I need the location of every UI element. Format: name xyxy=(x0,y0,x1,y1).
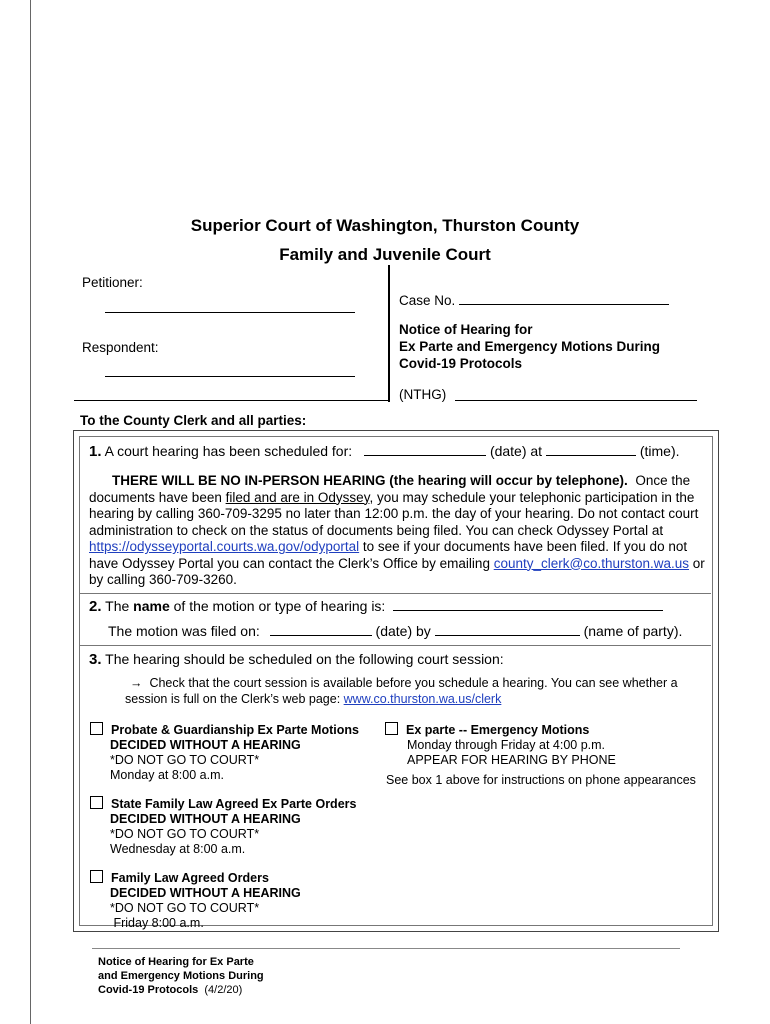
option-probate-title: Probate & Guardianship Ex Parte Motions xyxy=(111,723,359,737)
motion-name-line[interactable] xyxy=(393,598,663,611)
date-at-label: (date) at xyxy=(489,443,543,459)
caption-divider xyxy=(74,400,389,401)
hearing-call-text: hearing by calling 360-709-3295 no later than 12:00 p.m. the day of your hearing. Do not contact court xyxy=(89,506,699,521)
option-emergency-l2: Monday through Friday at 4:00 p.m. xyxy=(407,738,606,752)
footer xyxy=(98,955,264,997)
clerk-web-link[interactable]: www.co.thurston.wa.us/clerk xyxy=(343,691,502,706)
checkbox-family-law-agreed[interactable] xyxy=(90,870,103,883)
section-3-number: 3. xyxy=(89,651,102,668)
date-by-label: (date) by xyxy=(375,623,431,639)
name-of-party-label: (name of party). xyxy=(583,623,683,639)
option-state-l2: DECIDED WITHOUT A HEARING xyxy=(110,812,301,826)
time-label: (time). xyxy=(639,443,680,459)
court-title: Superior Court of Washington, Thurston County xyxy=(190,216,580,235)
clerk-email-or: or xyxy=(689,555,705,571)
footer-line-2: and Emergency Motions During xyxy=(98,970,264,982)
option-emergency-l3: APPEAR FOR HEARING BY PHONE xyxy=(407,753,616,767)
docs-text-a: documents have been xyxy=(89,489,226,505)
checkbox-probate[interactable] xyxy=(90,722,103,735)
addressee: To the County Clerk and all parties: xyxy=(80,413,307,428)
hearing-time-line[interactable] xyxy=(546,443,636,456)
portal-text: to see if your documents have been filed. If you do not xyxy=(359,539,688,554)
option-ex-parte-emergency xyxy=(385,722,710,788)
once-the-text: Once the xyxy=(635,473,691,488)
option-family-l2: DECIDED WITHOUT A HEARING xyxy=(110,886,301,900)
option-state-family-law xyxy=(90,796,410,857)
filed-on-label: The motion was filed on: xyxy=(108,623,260,639)
petitioner-name-line[interactable] xyxy=(105,312,355,313)
option-family-l3: *DO NOT GO TO COURT* xyxy=(110,901,260,915)
check-session-text: Check that the court session is available before you schedule a hearing. You can see whether a xyxy=(149,676,678,690)
nthg-label: (NTHG) xyxy=(399,387,447,402)
checkbox-state-family-law[interactable] xyxy=(90,796,103,809)
section-2-text-a: The xyxy=(105,598,134,614)
clerk-phone-text: by calling 360-709-3260. xyxy=(89,572,237,587)
section-2-text-b: of the motion or type of hearing is: xyxy=(169,598,386,614)
notice-title-3: Covid-19 Protocols xyxy=(399,356,523,371)
section-3-text: The hearing should be scheduled on the following court session: xyxy=(105,651,504,667)
option-state-l4: Wednesday at 8:00 a.m. xyxy=(110,842,246,856)
option-emergency-l4: See box 1 above for instructions on phone appearances xyxy=(386,773,696,787)
page-margin-line xyxy=(30,0,31,1024)
section-1-number: 1. xyxy=(89,443,102,460)
option-probate xyxy=(90,722,380,783)
respondent-label: Respondent: xyxy=(82,340,159,355)
section-divider-2 xyxy=(79,645,711,646)
party-name-line[interactable] xyxy=(435,623,580,636)
option-state-title: State Family Law Agreed Ex Parte Orders xyxy=(111,797,357,811)
session-full-text: session is full on the Clerk’s web page: xyxy=(125,691,344,706)
case-number-line[interactable] xyxy=(459,292,669,305)
respondent-name-line[interactable] xyxy=(105,376,355,377)
option-emergency-title: Ex parte -- Emergency Motions xyxy=(406,723,590,737)
arrow-icon: → xyxy=(130,676,143,690)
petitioner-label: Petitioner: xyxy=(82,275,143,290)
docs-text-b: , you may schedule your telephonic participation in the xyxy=(369,489,695,505)
docs-text-underlined: filed and are in Odyssey xyxy=(225,489,370,505)
section-1-text: A court hearing has been scheduled for: xyxy=(104,443,353,459)
case-number-field[interactable] xyxy=(399,292,669,309)
no-in-person-notice: THERE WILL BE NO IN-PERSON HEARING (the hearing will occur by telephone). xyxy=(112,473,628,488)
filed-on-row xyxy=(108,623,708,640)
section-3-heading xyxy=(89,651,711,669)
hearing-date-line[interactable] xyxy=(364,443,486,456)
footer-line-1: Notice of Hearing for Ex Parte xyxy=(98,956,254,968)
section-1-body xyxy=(89,473,711,589)
notice-title-1: Notice of Hearing for xyxy=(399,322,533,337)
odyssey-portal-link[interactable]: https://odysseyportal.courts.wa.gov/odyportal xyxy=(89,539,360,554)
option-family-title: Family Law Agreed Orders xyxy=(111,871,269,885)
section-2-heading xyxy=(89,598,711,616)
court-subtitle: Family and Juvenile Court xyxy=(279,245,491,264)
option-family-law-agreed xyxy=(90,870,410,931)
section-divider-1 xyxy=(79,593,711,594)
option-family-l4: Friday 8:00 a.m. xyxy=(110,916,204,930)
footer-line-3: Covid-19 Protocols xyxy=(98,984,199,996)
section-2-number: 2. xyxy=(89,598,102,615)
option-probate-l2: DECIDED WITHOUT A HEARING xyxy=(110,738,301,752)
notice-title-2: Ex Parte and Emergency Motions During xyxy=(399,339,661,354)
option-state-l3: *DO NOT GO TO COURT* xyxy=(110,827,260,841)
option-probate-l4: Monday at 8:00 a.m. xyxy=(110,768,224,782)
clerk-email-text: have Odyssey Portal you can contact the Clerk’s Office by emailing xyxy=(89,555,494,571)
filed-date-line[interactable] xyxy=(270,623,372,636)
caption-vertical-divider xyxy=(388,265,390,402)
footer-divider xyxy=(92,948,680,949)
footer-date: (4/2/20) xyxy=(204,984,243,996)
clerk-email-link[interactable]: county_clerk@co.thurston.wa.us xyxy=(493,555,689,571)
court-admin-text: administration to check on the status of documents being filed. You can check Odyssey Portal at xyxy=(89,522,664,538)
section-1-heading xyxy=(89,443,711,461)
option-probate-l3: *DO NOT GO TO COURT* xyxy=(110,753,260,767)
section-2-name-word: name xyxy=(133,598,170,614)
nthg-line xyxy=(455,400,697,401)
case-number-label: Case No. xyxy=(399,293,456,308)
section-3-instructions xyxy=(115,676,705,707)
checkbox-ex-parte-emergency[interactable] xyxy=(385,722,398,735)
